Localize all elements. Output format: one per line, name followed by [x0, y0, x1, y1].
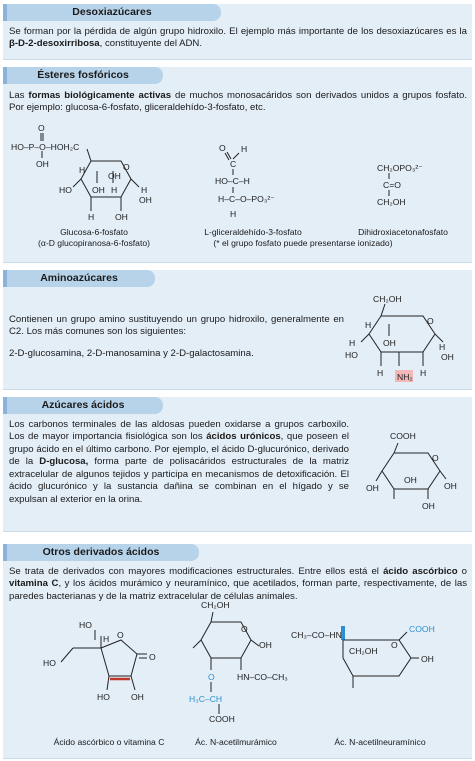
- caption-neuraminic-acid: Ác. N-acetilneuramínico: [334, 737, 426, 747]
- atom-h: H: [241, 144, 248, 154]
- ether-o: O: [208, 672, 215, 682]
- section-title-acidos: Azúcares ácidos: [3, 397, 163, 414]
- amino-text-1: Contienen un grupo amino sustituyendo un grupo hidroxilo, generalmente en C2. Los más comunes son los siguientes:: [9, 314, 344, 338]
- atom-o: O: [38, 123, 45, 133]
- atom-oh: OH: [139, 195, 152, 205]
- ch2opo3: CH₂OPO₃²⁻: [377, 163, 423, 173]
- ring-o: O: [391, 640, 398, 650]
- atom-c: C: [230, 159, 237, 169]
- neuraminic-acid-structure: [287, 618, 467, 718]
- atom-h: H: [377, 368, 384, 378]
- atom-h: H: [88, 212, 95, 222]
- section-desoxiazucares: [3, 4, 472, 60]
- atom-oh: OH: [366, 483, 379, 493]
- glucose-6-phosphate-structure: [9, 121, 179, 225]
- atom-ho: HO: [59, 185, 72, 195]
- phosphate-note: (* el grupo fosfato puede presentarse ionizado): [213, 238, 393, 248]
- h-c-opo3: H–C–O–PO₃²⁻: [218, 194, 275, 204]
- atom-oh: OH: [259, 640, 272, 650]
- atom-oh: OH: [421, 654, 434, 664]
- acidos-text: Los carbonos terminales de las aldosas pueden oxidarse a grupos carboxilo. Los de mayor importancia fisiológica son los ácidos urónicos, que poseen el grupo ácido en el último carbono. Por ejemplo, el ácido D-glucurónico, derivado de la D-glucosa, forma parte de polisacáridos estructurales de la matriz extracelular de algunos tejidos y participa en mecanismos de detoxificación. El ácido glucurónico y la sustancia dañina se combinan en el hígado y se expulsan al exterior en la orina.: [9, 419, 349, 505]
- section-title-esteres: Ésteres fosfóricos: [3, 67, 163, 84]
- atom-oh: OH: [422, 501, 435, 511]
- ch2oh: CH₂OH: [201, 600, 230, 610]
- otros-text: Se trata de derivados con mayores modificaciones estructurales. Entre ellos está el ácido ascórbico o vitamina C, y los ácidos murámico y neuramínico, que acetilados, forman parte, respectivamente, de las paredes bacterianas y de la matriz extracelular de células animales.: [9, 566, 468, 602]
- section-esteres-fosforicos: [3, 67, 472, 263]
- caption-glyceraldehyde: L-gliceraldehído-3-fosfato: [204, 227, 302, 237]
- glucuronic-acid-structure: [358, 431, 468, 513]
- esteres-text: Las formas biológicamente activas de muchos monosacáridos son derivados unidos a grupos fosfato. Por ejemplo: glucosa-6-fosfato, gliceraldehído-3-fosfato, etc.: [9, 90, 467, 114]
- atom-ho: HO: [79, 620, 92, 630]
- atom-o: O: [219, 143, 226, 153]
- atom-oh: OH: [108, 171, 121, 181]
- dhap-structure: [369, 161, 449, 221]
- atom-oh: OH: [92, 185, 105, 195]
- atom-oh: OH: [131, 692, 144, 702]
- hn-co-ch3: HN–CO–CH₃: [237, 672, 288, 682]
- atom-oh: OH: [444, 481, 457, 491]
- carbonyl-o: O: [149, 652, 156, 662]
- atom-oh: OH: [36, 159, 49, 169]
- cooh: COOH: [209, 714, 235, 724]
- atom-h: H: [103, 634, 110, 644]
- atom-oh: OH: [404, 475, 417, 485]
- ch2oh: CH₂OH: [349, 646, 378, 656]
- caption-ascorbic-acid: Ácido ascórbico o vitamina C: [53, 737, 165, 747]
- ascorbic-acid-structure: [37, 610, 177, 720]
- h3c-ch: H₃C–CH: [189, 694, 223, 704]
- atom-h: H: [349, 338, 356, 348]
- section-aminoazucares: [3, 270, 472, 390]
- atom-h: H: [141, 185, 148, 195]
- amino-group: NH₂: [397, 372, 413, 382]
- ring-o: O: [241, 624, 248, 634]
- atom-h: H: [365, 320, 372, 330]
- ring-o: O: [427, 316, 434, 326]
- atom-h: H: [111, 185, 118, 195]
- atom-h: H: [439, 342, 446, 352]
- section-azucares-acidos: [3, 397, 472, 532]
- caption-muramic-acid: Ác. N-acetilmurámico: [195, 737, 277, 747]
- phosphate-chain: HO–P–O–HOH₂C: [11, 142, 80, 152]
- atom-oh: OH: [383, 338, 396, 348]
- caption-glucose-6-phosphate: Glucosa-6-fosfato (α-D glucopiranosa-6-fosfato): [38, 227, 150, 248]
- ring-o: O: [123, 162, 130, 172]
- ch2oh: CH₂OH: [373, 294, 402, 304]
- caption-dhap: Dihidroxiacetonafosfato: [358, 227, 448, 237]
- ho-c-h: HO–C–H: [215, 176, 250, 186]
- ring-o: O: [117, 630, 124, 640]
- glyceraldehyde-3-phosphate-structure: [199, 143, 309, 223]
- amino-text-2: 2-D-glucosamina, 2-D-manosamina y 2-D-galactosamina.: [9, 348, 254, 359]
- atom-oh: OH: [115, 212, 128, 222]
- section-otros-derivados: [3, 544, 472, 759]
- atom-h: H: [420, 368, 427, 378]
- cooh: COOH: [409, 624, 435, 634]
- cooh: COOH: [390, 431, 416, 441]
- atom-h: H: [79, 165, 86, 175]
- section-title-aminoazucares: Aminoazúcares: [3, 270, 155, 287]
- c-eq-o: C=O: [383, 180, 401, 190]
- atom-ho: HO: [97, 692, 110, 702]
- atom-h: H: [230, 209, 237, 219]
- glucosamine-structure: [343, 294, 463, 388]
- section-title-desoxiazucares: Desoxiazúcares: [3, 4, 221, 21]
- ch3-co-hn: CH₃–CO–HN: [291, 630, 342, 640]
- ring-o: O: [432, 453, 439, 463]
- atom-oh: OH: [441, 352, 454, 362]
- atom-ho: HO: [43, 658, 56, 668]
- section-title-otros: Otros derivados ácidos: [3, 544, 199, 561]
- ch2oh: CH₂OH: [377, 197, 406, 207]
- desoxi-text: Se forman por la pérdida de algún grupo hidroxilo. El ejemplo más importante de los desoxiazúcares es la β-D-2-desoxirribosa, constituyente del ADN.: [9, 26, 467, 50]
- atom-ho: HO: [345, 350, 358, 360]
